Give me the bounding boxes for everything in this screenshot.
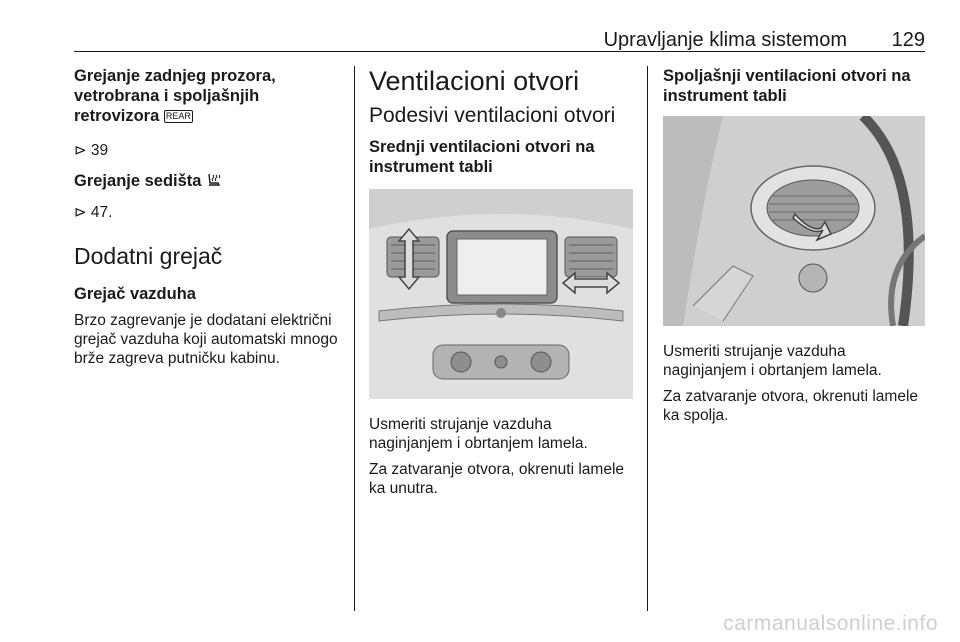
heading-adjustable-vents: Podesivi ventilacioni otvori bbox=[369, 104, 616, 127]
heading-rear-heating: Grejanje zadnjeg prozora, vetrobrana i spoljašnjih retrovizora REAR bbox=[74, 67, 276, 125]
heading-center-vents: Srednji ventilacioni otvori na instrument tabli bbox=[369, 138, 595, 176]
center-vents-illustration bbox=[369, 189, 633, 399]
paragraph-air-heater: Brzo zagrevanje je dodatani električni grejač vazduha koji automatski mnogo brže zagreva putničku kabinu. bbox=[74, 312, 338, 367]
heading-air-vents: Ventilacioni otvori bbox=[369, 66, 580, 96]
heading-air-heater: Grejač vazduha bbox=[74, 285, 196, 303]
dashboard-center-drawing bbox=[369, 189, 633, 399]
header-rule bbox=[74, 51, 925, 52]
cross-reference[interactable]: ⊳ 39 bbox=[74, 142, 109, 159]
column-divider bbox=[354, 66, 355, 611]
heading-seat-heating: Grejanje sedišta bbox=[74, 171, 344, 191]
column-divider bbox=[647, 66, 648, 611]
rear-window-heating-icon: REAR bbox=[165, 111, 191, 121]
heading-side-vents: Spoljašnji ventilacioni otvori na instrument tabli bbox=[663, 67, 911, 105]
column-right bbox=[663, 66, 925, 425]
watermark: carmanualsonline.info bbox=[723, 612, 938, 635]
paragraph-direct-airflow: Usmeriti strujanje vazduha naginjanjem i obrtanjem lamela. bbox=[369, 416, 588, 452]
reference-arrow-icon: ⊳ bbox=[74, 204, 87, 221]
column-left bbox=[74, 66, 344, 368]
dashboard-side-drawing bbox=[663, 116, 925, 326]
seat-heating-icon bbox=[206, 173, 222, 188]
paragraph-close-vents: Za zatvaranje otvora, okrenuti lamele ka unutra. bbox=[369, 461, 625, 497]
reference-arrow-icon: ⊳ bbox=[74, 142, 87, 159]
page-number: 129 bbox=[891, 29, 925, 51]
heading-aux-heater: Dodatni grejač bbox=[74, 243, 223, 269]
chapter-title: Upravljanje klima sistemom bbox=[603, 29, 847, 51]
column-middle bbox=[369, 66, 633, 498]
paragraph-close-vents: Za zatvaranje otvora, okrenuti lamele ka spolja. bbox=[663, 388, 919, 424]
cross-reference[interactable]: ⊳ 47. bbox=[74, 204, 113, 221]
page-header bbox=[74, 0, 925, 52]
paragraph-direct-airflow: Usmeriti strujanje vazduha naginjanjem i obrtanjem lamela. bbox=[663, 343, 882, 379]
side-vents-illustration bbox=[663, 116, 925, 326]
